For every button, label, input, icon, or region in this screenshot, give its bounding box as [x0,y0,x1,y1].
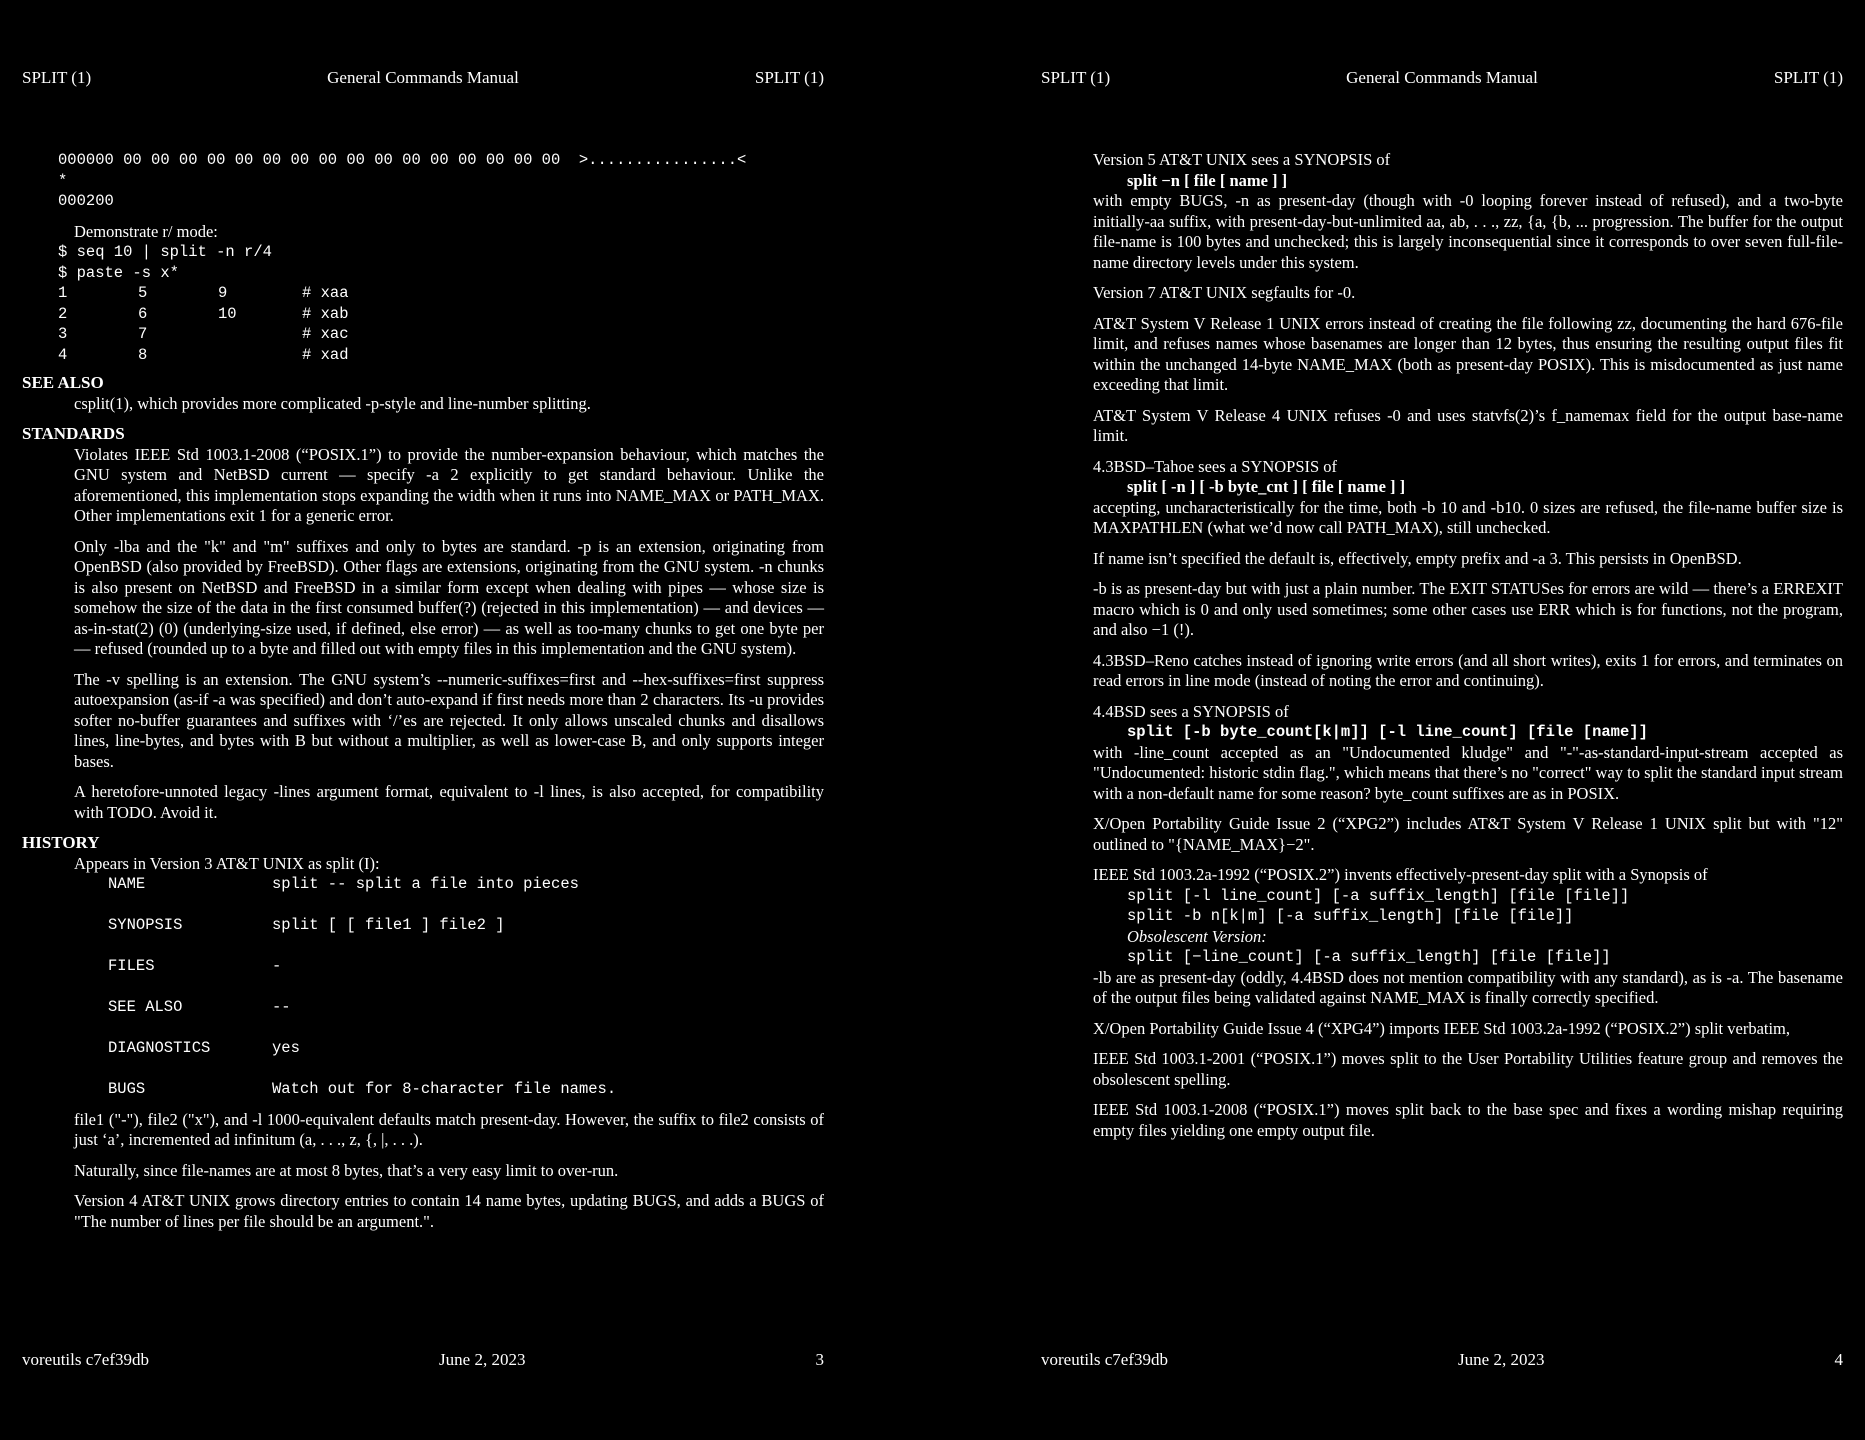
v5-text: with empty BUGS, -n as present-day (though with -0 looping forever instead of refused), and a two-byte initially-aa suffix, with present-day-but-unlimited aa, ab, . . ., zz, {a, {b, ... progression. The buffer for the output file-name is 100 bytes and unchecked; this is largely inconsequential since it corresponds to over seven full-file-name directory levels under this system. [1093,191,1843,272]
v7-text: Version 7 AT&T UNIX segfaults for -0. [1093,283,1356,302]
hexdump-line: 000000 00 00 00 00 00 00 00 00 00 00 00 00 00 00 00 00 >................< [58,151,747,169]
page-header [22,68,824,89]
v3-field: SYNOPSIS [108,916,183,934]
v3-value: - [272,957,282,975]
v3-manual-table [108,874,824,1100]
cell: 8 [138,345,148,364]
page-footer [22,1350,824,1371]
cell: 3 [58,325,68,343]
cell: 5 [138,284,148,302]
header-left: SPLIT (1) [22,68,92,87]
sysv1-text: AT&T System V Release 1 UNIX errors instead of creating the file following zz, documenting the hard 676-file limit, and refuses names whose basenames are longer than 12 bytes, thus ensuring the resulting output files fit within the unchanged 14-byte NAME_MAX (both as present-day POSIX). This is misdocumented as just name exceeding that limit. [1093,313,1843,394]
cell: 7 [138,325,148,343]
v3-field: BUGS [108,1080,146,1098]
sysv4-text: AT&T System V Release 4 UNIX refuses -0 and uses statvfs(2)’s f_namemax field for the output base-name limit. [1093,405,1843,445]
page-header [1041,68,1843,89]
cell: 4 [58,345,68,364]
hexdump-output [58,150,824,212]
tahoe-synopsis: split [ -n ] [ -b byte_cnt ] [ file [ name ] ] [1127,477,1406,496]
command-line: $ paste -s x* [58,263,179,282]
b-plain-text: -b is as present-day but with just a plain number. The EXIT STATUSes for errors are wild — there’s a ERREXIT macro which is 0 and only used sometimes; some other cases use ERR which is for functions, not the program, and also −1 (!). [1093,579,1843,639]
history-intro: Appears in Version 3 AT&T UNIX as split (I): [74,853,380,873]
cell [218,324,302,345]
tahoe-text: accepting, uncharacteristically for the time, both -b 10 and -b10. 0 sizes are refused, the file-name buffer size is MAXPATHLEN (what we’d now call PATH_MAX), still unchecked. [1093,497,1843,537]
bsd44-text: with -line_count accepted as an "Undocumented kludge" and "-"-as-standard-input-stream accepted as "Undocumented: historic stdin flag.", which means that there’s no "correct" way to split the standard input stream with a non-default name for some reason? byte_count suffixes are as in POSIX. [1093,742,1844,803]
posix2-intro: IEEE Std 1003.2a-1992 (“POSIX.2”) invents effectively-present-day split with a Synopsis of [1093,865,1708,884]
v3-field: DIAGNOSTICS [108,1039,211,1057]
history-paragraph: Naturally, since file-names are at most 8 bytes, that’s a very easy limit to over-run. [74,1160,619,1180]
hexdump-line: 000200 [58,192,114,210]
cell: 1 [58,284,68,302]
history-paragraph: Version 4 AT&T UNIX grows directory entries to contain 14 name bytes, updating BUGS, and adds a BUGS of "The number of lines per file should be an argument.". [74,1191,824,1231]
posix2-synopsis: split [-l line_count] [-a suffix_length] [file [file]] [1127,886,1630,905]
footer-page-number: 3 [815,1350,824,1369]
section-heading-history: HISTORY [22,833,100,852]
page-body [1093,150,1843,1151]
demo-commands [58,242,824,365]
cell: 2 [58,304,68,323]
xpg2-text: X/Open Portability Guide Issue 2 (“XPG2”) includes AT&T System V Release 1 UNIX split but with "12" outlined to "{NAME_MAX}−2". [1093,814,1843,854]
cell: 6 [138,304,148,323]
posix2-obsolescent-label: Obsolescent Version: [1127,926,1267,946]
header-left: SPLIT (1) [1041,68,1111,87]
header-right: SPLIT (1) [1773,68,1843,87]
reno-text: 4.3BSD–Reno catches instead of ignoring write errors (and all short writes), exits 1 for errors, and terminates on read errors in line mode (instead of noting the error and continuing). [1093,650,1843,690]
posix2008-text: IEEE Std 1003.1-2008 (“POSIX.1”) moves split back to the base spec and fixes a wording mishap requiring empty files yielding one empty output file. [1093,1100,1843,1140]
v3-field: SEE ALSO [108,998,183,1016]
header-center: General Commands Manual [1346,68,1538,87]
manual-page-4 [1019,0,1865,1440]
section-heading-standards: STANDARDS [22,424,125,443]
page-footer [1041,1350,1843,1371]
footer-date: June 2, 2023 [1458,1350,1545,1369]
v5-synopsis: split −n [ file [ name ] ] [1127,170,1288,190]
name-default-text: If name isn’t specified the default is, effectively, empty prefix and -a 3. This persists in OpenBSD. [1093,548,1742,568]
posix2-synopsis: split [−line_count] [-a suffix_length] [file [file]] [1127,948,1611,966]
header-center: General Commands Manual [327,68,519,87]
v3-field: NAME [108,875,146,893]
section-heading-see-also: SEE ALSO [22,373,104,392]
v3-field: FILES [108,957,155,975]
posix2-synopsis: split -b n[k|m] [-a suffix_length] [file [file]] [1127,907,1574,925]
bsd44-synopsis: split [-b byte_count[k|m]] [-l line_count] [file [name]] [1127,723,1648,741]
cell: # xab [302,304,349,323]
hexdump-line: * [58,171,68,190]
demo-label: Demonstrate r/ mode: [74,221,218,241]
cell: 10 [218,304,237,323]
v3-value: split [ [ file1 ] file2 ] [272,916,505,934]
xpg4-text: X/Open Portability Guide Issue 4 (“XPG4”) imports IEEE Std 1003.2a-1992 (“POSIX.2”) split verbatim, [1093,1018,1791,1038]
footer-source: voreutils c7ef39db [1041,1350,1168,1369]
v3-value: Watch out for 8-character file names. [272,1080,617,1098]
header-right: SPLIT (1) [754,68,824,87]
tahoe-intro: 4.3BSD–Tahoe sees a SYNOPSIS of [1093,456,1338,476]
bsd44-intro: 4.4BSD sees a SYNOPSIS of [1093,701,1289,721]
cell: # xaa [302,284,349,302]
cell: # xad [302,345,349,364]
standards-paragraph: Violates IEEE Std 1003.1-2008 (“POSIX.1”) to provide the number-expansion behaviour, which matches the GNU system and NetBSD current — specify -a 2 explicitly to get standard behaviour. Unlike the aforementioned, this implementation stops expanding the width when it runs into NAME_MAX or PATH_MAX. Other implementations exit 1 for a generic error. [74,444,824,525]
paste-output [58,283,824,365]
standards-paragraph: A heretofore-unnoted legacy -lines argument format, equivalent to -l lines, is also accepted, for compatibility with TODO. Avoid it. [74,782,824,822]
standards-paragraph: The -v spelling is an extension. The GNU system’s --numeric-suffixes=first and --hex-suffixes=first suppress autoexpansion (as-if -a was specified) and don’t auto-expand if first needs more than 2 characters. Its -u provides softer no-buffer guarantees and suffixes with ‘/’es are rejected. It only allows unscaled chunks and disallows lines, line-bytes, and bytes with B but without a multiplier, as well as lower-case B, and only supports integer bases. [74,669,824,771]
cell: # xac [302,325,349,343]
posix2-text: -lb are as present-day (oddly, 4.4BSD does not mention compatibility with any standard), as is -a. The basename of the output files being validated against NAME_MAX is finally correctly specified. [1093,967,1843,1007]
cell: 9 [218,284,228,302]
v5-intro: Version 5 AT&T UNIX sees a SYNOPSIS of [1093,150,1391,169]
page-body [22,150,824,1242]
standards-paragraph: Only -lba and the "k" and "m" suffixes and only to bytes are standard. -p is an extension, originating from OpenBSD (also provided by FreeBSD). Other flags are extensions, originating from the GNU system. -n chunks is also present on NetBSD and FreeBSD in a similar form except when dealing with pipes — whose size is somehow the size of the data in the first consumed buffer(?) (rejected in this implementation) — and devices — as-in-stat(2) (0) (underlying-size used, if defined, else error) — as well as too-many chunks to get one byte per — refused (rounded up to a byte and filled out with empty files in this implementation and the GNU system). [74,536,824,658]
cell [218,345,302,366]
history-paragraph: file1 ("-"), file2 ("x"), and -l 1000-equivalent defaults match present-day. However, the suffix to file2 consists of just ‘a’, incremented ad infinitum (a, . . ., z, {, |, . . .). [74,1109,824,1149]
manual-page-3 [0,0,846,1440]
posix2001-text: IEEE Std 1003.1-2001 (“POSIX.1”) moves split to the User Portability Utilities feature group and removes the obsolescent spelling. [1093,1049,1843,1089]
v3-value: -- [272,998,291,1016]
v3-value: yes [272,1039,300,1057]
footer-page-number: 4 [1834,1350,1843,1369]
footer-date: June 2, 2023 [439,1350,526,1369]
footer-source: voreutils c7ef39db [22,1350,149,1369]
see-also-text: csplit(1), which provides more complicated -p-style and line-number splitting. [74,393,591,413]
command-line: $ seq 10 | split -n r/4 [58,243,272,261]
v3-value: split -- split a file into pieces [272,875,579,893]
